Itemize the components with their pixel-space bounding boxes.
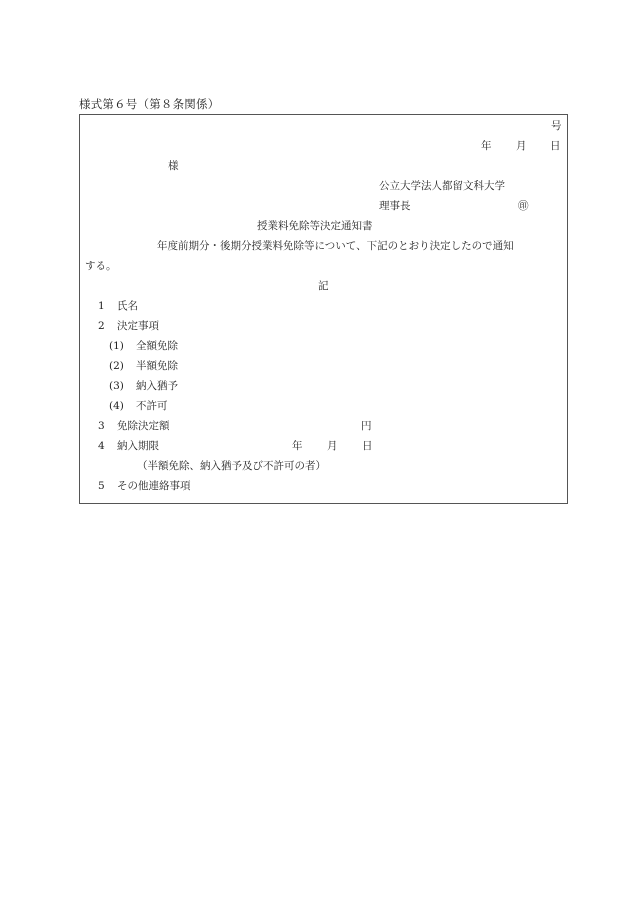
decision-4-label: 不許可	[136, 400, 168, 412]
item-2-num: 2	[98, 320, 105, 332]
decision-3-label: 納入猶予	[136, 380, 178, 392]
item-3-num: 3	[98, 420, 105, 432]
decision-2-label: 半額免除	[136, 360, 178, 372]
item-4-month: 月	[327, 440, 338, 452]
number-suffix: 号	[551, 120, 562, 132]
item-1-num: 1	[98, 300, 105, 312]
item-4-num: 4	[98, 440, 105, 452]
item-4-label: 納入期限	[117, 440, 159, 452]
issuer-title: 理事長	[379, 200, 411, 212]
ki-heading: 記	[318, 280, 329, 292]
item-4-year: 年	[292, 440, 303, 452]
body-text-line2: する。	[85, 260, 117, 272]
decision-1-num: (1)	[109, 340, 124, 352]
item-4-day: 日	[362, 440, 373, 452]
seal-mark: ㊞	[518, 200, 529, 212]
document-title: 授業料免除等決定通知書	[257, 220, 373, 232]
item-3-label: 免除決定額	[117, 420, 170, 432]
item-1-label: 氏名	[117, 300, 138, 312]
item-5-label: その他連絡事項	[117, 480, 191, 492]
item-2-label: 決定事項	[117, 320, 159, 332]
decision-4-num: (4)	[109, 400, 124, 412]
date-year: 年	[481, 140, 492, 152]
body-text-line1: 年度前期分・後期分授業料免除等について、下記のとおり決定したので通知	[157, 240, 514, 252]
item-5-num: 5	[98, 480, 105, 492]
date-month: 月	[516, 140, 527, 152]
issuer-org: 公立大学法人都留文科大学	[379, 180, 505, 192]
addressee-suffix: 様	[168, 160, 179, 172]
form-label: 様式第６号（第８条関係）	[79, 97, 220, 111]
item-4-note: （半額免除、納入猶予及び不許可の者）	[137, 460, 326, 472]
decision-2-num: (2)	[109, 360, 124, 372]
date-day: 日	[550, 140, 561, 152]
item-3-unit: 円	[361, 420, 372, 432]
decision-1-label: 全額免除	[136, 340, 178, 352]
decision-3-num: (3)	[109, 380, 124, 392]
